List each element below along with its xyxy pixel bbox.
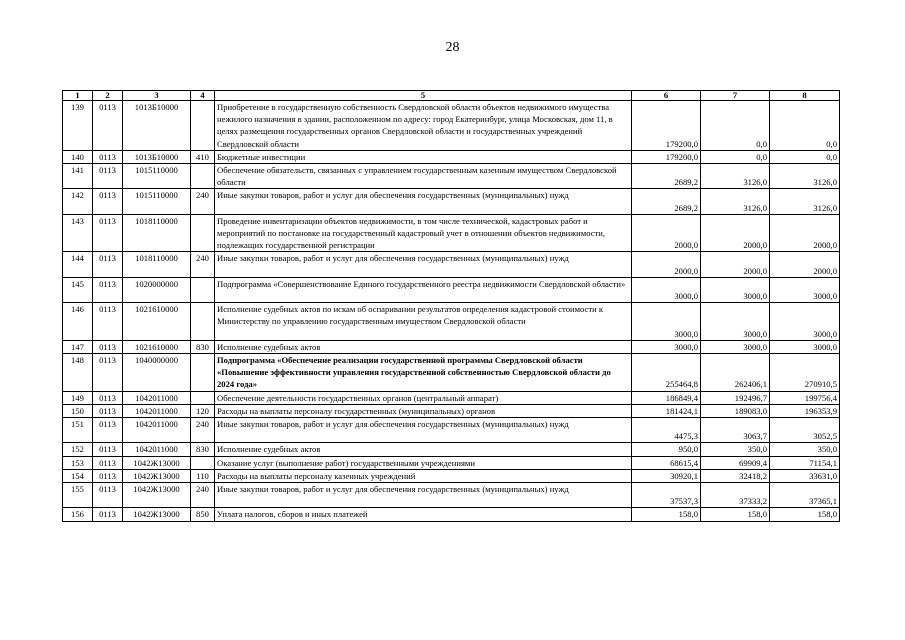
- target-article-cell: 1042011000: [123, 418, 191, 443]
- section-cell: 0113: [93, 391, 123, 404]
- amount-year3-cell: 0,0: [770, 101, 840, 151]
- name-cell: Приобретение в государственную собственность Свердловской области объектов недвижимого имущества нежилого назначения в здании, расположенном по адресу: город Екатеринбург, улица Московская, дом 11, в целях размещения государственных органов Свердловской области и государственных учреждений Свердловской области: [215, 101, 632, 151]
- amount-year1-cell: 950,0: [632, 443, 701, 456]
- section-cell: 0113: [93, 189, 123, 214]
- amount-year1-cell: 4475,3: [632, 418, 701, 443]
- col-header-8: 8: [770, 91, 840, 101]
- amount-year1-cell: 255464,8: [632, 354, 701, 392]
- row-number-cell: 156: [63, 508, 93, 521]
- target-article-cell: 1042011000: [123, 391, 191, 404]
- amount-year2-cell: 3000,0: [701, 303, 770, 341]
- budget-table: [62, 90, 840, 522]
- table-row: [63, 189, 840, 214]
- amount-year2-cell: 37333,2: [701, 483, 770, 508]
- row-number-cell: 152: [63, 443, 93, 456]
- table-row: [63, 340, 840, 353]
- amount-year3-cell: 199756,4: [770, 391, 840, 404]
- name-cell: Иные закупки товаров, работ и услуг для обеспечения государственных (муниципальных) нужд: [215, 189, 632, 214]
- expense-type-cell: 830: [191, 340, 215, 353]
- amount-year2-cell: 32418,2: [701, 469, 770, 482]
- expense-type-cell: [191, 101, 215, 151]
- name-cell: Исполнение судебных актов по искам об оспаривании результатов определения кадастровой стоимости к Министерству по управлению государственным имуществом Свердловской области: [215, 303, 632, 341]
- name-cell: Иные закупки товаров, работ и услуг для обеспечения государственных (муниципальных) нужд: [215, 252, 632, 277]
- name-cell: Исполнение судебных актов: [215, 443, 632, 456]
- expense-type-cell: 240: [191, 189, 215, 214]
- amount-year2-cell: 2000,0: [701, 214, 770, 252]
- section-cell: 0113: [93, 252, 123, 277]
- amount-year1-cell: 30920,1: [632, 469, 701, 482]
- col-header-6: 6: [632, 91, 701, 101]
- col-header-7: 7: [701, 91, 770, 101]
- amount-year1-cell: 3000,0: [632, 277, 701, 302]
- section-cell: 0113: [93, 340, 123, 353]
- row-number-cell: 143: [63, 214, 93, 252]
- amount-year3-cell: 3000,0: [770, 303, 840, 341]
- name-cell: Бюджетные инвестиции: [215, 150, 632, 163]
- target-article-cell: 1021610000: [123, 340, 191, 353]
- name-cell: Обеспечение деятельности государственных органов (центральный аппарат): [215, 391, 632, 404]
- table-row: [63, 277, 840, 302]
- section-cell: 0113: [93, 354, 123, 392]
- row-number-cell: 145: [63, 277, 93, 302]
- header-row: [63, 91, 840, 101]
- row-number-cell: 140: [63, 150, 93, 163]
- name-cell: Подпрограмма «Обеспечение реализации государственной программы Свердловской области «Повышение эффективности управления государственной собственностью Свердловской области до 2024 года»: [215, 354, 632, 392]
- amount-year2-cell: 0,0: [701, 150, 770, 163]
- name-cell: Расходы на выплаты персоналу казенных учреждений: [215, 469, 632, 482]
- row-number-cell: 153: [63, 456, 93, 469]
- table-row: [63, 508, 840, 521]
- target-article-cell: 1018110000: [123, 252, 191, 277]
- amount-year2-cell: 262406,1: [701, 354, 770, 392]
- amount-year3-cell: 3000,0: [770, 340, 840, 353]
- amount-year3-cell: 33631,0: [770, 469, 840, 482]
- table-row: [63, 469, 840, 482]
- amount-year1-cell: 2000,0: [632, 214, 701, 252]
- amount-year1-cell: 158,0: [632, 508, 701, 521]
- amount-year2-cell: 192496,7: [701, 391, 770, 404]
- name-cell: Подпрограмма «Совершенствование Единого государственного реестра недвижимости Свердловской области»: [215, 277, 632, 302]
- name-cell: Иные закупки товаров, работ и услуг для обеспечения государственных (муниципальных) нужд: [215, 418, 632, 443]
- name-cell: Расходы на выплаты персоналу государственных (муниципальных) органов: [215, 404, 632, 417]
- col-header-4: 4: [191, 91, 215, 101]
- amount-year3-cell: 71154,1: [770, 456, 840, 469]
- amount-year2-cell: 2000,0: [701, 252, 770, 277]
- target-article-cell: 1015110000: [123, 189, 191, 214]
- amount-year2-cell: 350,0: [701, 443, 770, 456]
- target-article-cell: 1042Ж13000: [123, 456, 191, 469]
- section-cell: 0113: [93, 150, 123, 163]
- expense-type-cell: 830: [191, 443, 215, 456]
- amount-year3-cell: 2000,0: [770, 252, 840, 277]
- section-cell: 0113: [93, 443, 123, 456]
- target-article-cell: 1042011000: [123, 443, 191, 456]
- expense-type-cell: 120: [191, 404, 215, 417]
- expense-type-cell: [191, 303, 215, 341]
- amount-year2-cell: 3126,0: [701, 189, 770, 214]
- amount-year1-cell: 2689,2: [632, 189, 701, 214]
- amount-year2-cell: 3126,0: [701, 164, 770, 189]
- amount-year1-cell: 186849,4: [632, 391, 701, 404]
- row-number-cell: 144: [63, 252, 93, 277]
- amount-year2-cell: 69909,4: [701, 456, 770, 469]
- amount-year3-cell: 158,0: [770, 508, 840, 521]
- section-cell: 0113: [93, 456, 123, 469]
- row-number-cell: 155: [63, 483, 93, 508]
- amount-year3-cell: 3126,0: [770, 164, 840, 189]
- amount-year3-cell: 350,0: [770, 443, 840, 456]
- amount-year1-cell: 181424,1: [632, 404, 701, 417]
- row-number-cell: 147: [63, 340, 93, 353]
- amount-year1-cell: 68615,4: [632, 456, 701, 469]
- row-number-cell: 139: [63, 101, 93, 151]
- table-row: [63, 404, 840, 417]
- section-cell: 0113: [93, 418, 123, 443]
- expense-type-cell: 110: [191, 469, 215, 482]
- col-header-3: 3: [123, 91, 191, 101]
- target-article-cell: 1042011000: [123, 404, 191, 417]
- col-header-2: 2: [93, 91, 123, 101]
- amount-year3-cell: 196353,9: [770, 404, 840, 417]
- expense-type-cell: 240: [191, 483, 215, 508]
- expense-type-cell: [191, 164, 215, 189]
- expense-type-cell: 240: [191, 418, 215, 443]
- name-cell: Проведение инвентаризации объектов недвижимости, в том числе технической, кадастровых работ и мероприятий по постановке на государственный кадастровый учет в отношении объектов недвижимости, подлежащих государственной регистрации: [215, 214, 632, 252]
- amount-year3-cell: 3052,5: [770, 418, 840, 443]
- table-row: [63, 456, 840, 469]
- amount-year3-cell: 2000,0: [770, 214, 840, 252]
- target-article-cell: 1013Б10000: [123, 101, 191, 151]
- section-cell: 0113: [93, 164, 123, 189]
- section-cell: 0113: [93, 277, 123, 302]
- name-cell: Уплата налогов, сборов и иных платежей: [215, 508, 632, 521]
- expense-type-cell: 240: [191, 252, 215, 277]
- expense-type-cell: 410: [191, 150, 215, 163]
- section-cell: 0113: [93, 303, 123, 341]
- target-article-cell: 1040000000: [123, 354, 191, 392]
- section-cell: 0113: [93, 469, 123, 482]
- table-row: [63, 483, 840, 508]
- row-number-cell: 148: [63, 354, 93, 392]
- target-article-cell: 1015110000: [123, 164, 191, 189]
- amount-year1-cell: 3000,0: [632, 340, 701, 353]
- row-number-cell: 154: [63, 469, 93, 482]
- table-row: [63, 418, 840, 443]
- name-cell: Обеспечение обязательств, связанных с управлением государственным казенным имуществом Свердловской области: [215, 164, 632, 189]
- table-row: [63, 150, 840, 163]
- expense-type-cell: [191, 391, 215, 404]
- target-article-cell: 1020000000: [123, 277, 191, 302]
- amount-year2-cell: 158,0: [701, 508, 770, 521]
- row-number-cell: 146: [63, 303, 93, 341]
- amount-year1-cell: 179200,0: [632, 101, 701, 151]
- table-row: [63, 101, 840, 151]
- amount-year2-cell: 3000,0: [701, 277, 770, 302]
- col-header-1: 1: [63, 91, 93, 101]
- target-article-cell: 1042Ж13000: [123, 469, 191, 482]
- table-row: [63, 391, 840, 404]
- amount-year2-cell: 3063,7: [701, 418, 770, 443]
- expense-type-cell: 850: [191, 508, 215, 521]
- table-row: [63, 443, 840, 456]
- amount-year1-cell: 3000,0: [632, 303, 701, 341]
- table-row: [63, 354, 840, 392]
- table-body: [63, 101, 840, 522]
- target-article-cell: 1013Б10000: [123, 150, 191, 163]
- amount-year3-cell: 37365,1: [770, 483, 840, 508]
- table-row: [63, 252, 840, 277]
- section-cell: 0113: [93, 483, 123, 508]
- amount-year3-cell: 3126,0: [770, 189, 840, 214]
- amount-year2-cell: 3000,0: [701, 340, 770, 353]
- table-row: [63, 164, 840, 189]
- row-number-cell: 150: [63, 404, 93, 417]
- amount-year1-cell: 179200,0: [632, 150, 701, 163]
- amount-year2-cell: 189083,0: [701, 404, 770, 417]
- table-row: [63, 214, 840, 252]
- target-article-cell: 1018110000: [123, 214, 191, 252]
- expense-type-cell: [191, 214, 215, 252]
- row-number-cell: 141: [63, 164, 93, 189]
- section-cell: 0113: [93, 214, 123, 252]
- target-article-cell: 1021610000: [123, 303, 191, 341]
- amount-year3-cell: 270910,5: [770, 354, 840, 392]
- page-number: 28: [445, 40, 460, 55]
- expense-type-cell: [191, 354, 215, 392]
- expense-type-cell: [191, 456, 215, 469]
- row-number-cell: 151: [63, 418, 93, 443]
- target-article-cell: 1042Ж13000: [123, 508, 191, 521]
- name-cell: Иные закупки товаров, работ и услуг для обеспечения государственных (муниципальных) нужд: [215, 483, 632, 508]
- table-row: [63, 303, 840, 341]
- name-cell: Оказание услуг (выполнение работ) государственными учреждениями: [215, 456, 632, 469]
- name-cell: Исполнение судебных актов: [215, 340, 632, 353]
- col-header-5: 5: [215, 91, 632, 101]
- target-article-cell: 1042Ж13000: [123, 483, 191, 508]
- row-number-cell: 142: [63, 189, 93, 214]
- row-number-cell: 149: [63, 391, 93, 404]
- expense-type-cell: [191, 277, 215, 302]
- section-cell: 0113: [93, 101, 123, 151]
- section-cell: 0113: [93, 508, 123, 521]
- amount-year1-cell: 37537,3: [632, 483, 701, 508]
- amount-year3-cell: 3000,0: [770, 277, 840, 302]
- amount-year1-cell: 2689,2: [632, 164, 701, 189]
- amount-year3-cell: 0,0: [770, 150, 840, 163]
- amount-year2-cell: 0,0: [701, 101, 770, 151]
- amount-year1-cell: 2000,0: [632, 252, 701, 277]
- section-cell: 0113: [93, 404, 123, 417]
